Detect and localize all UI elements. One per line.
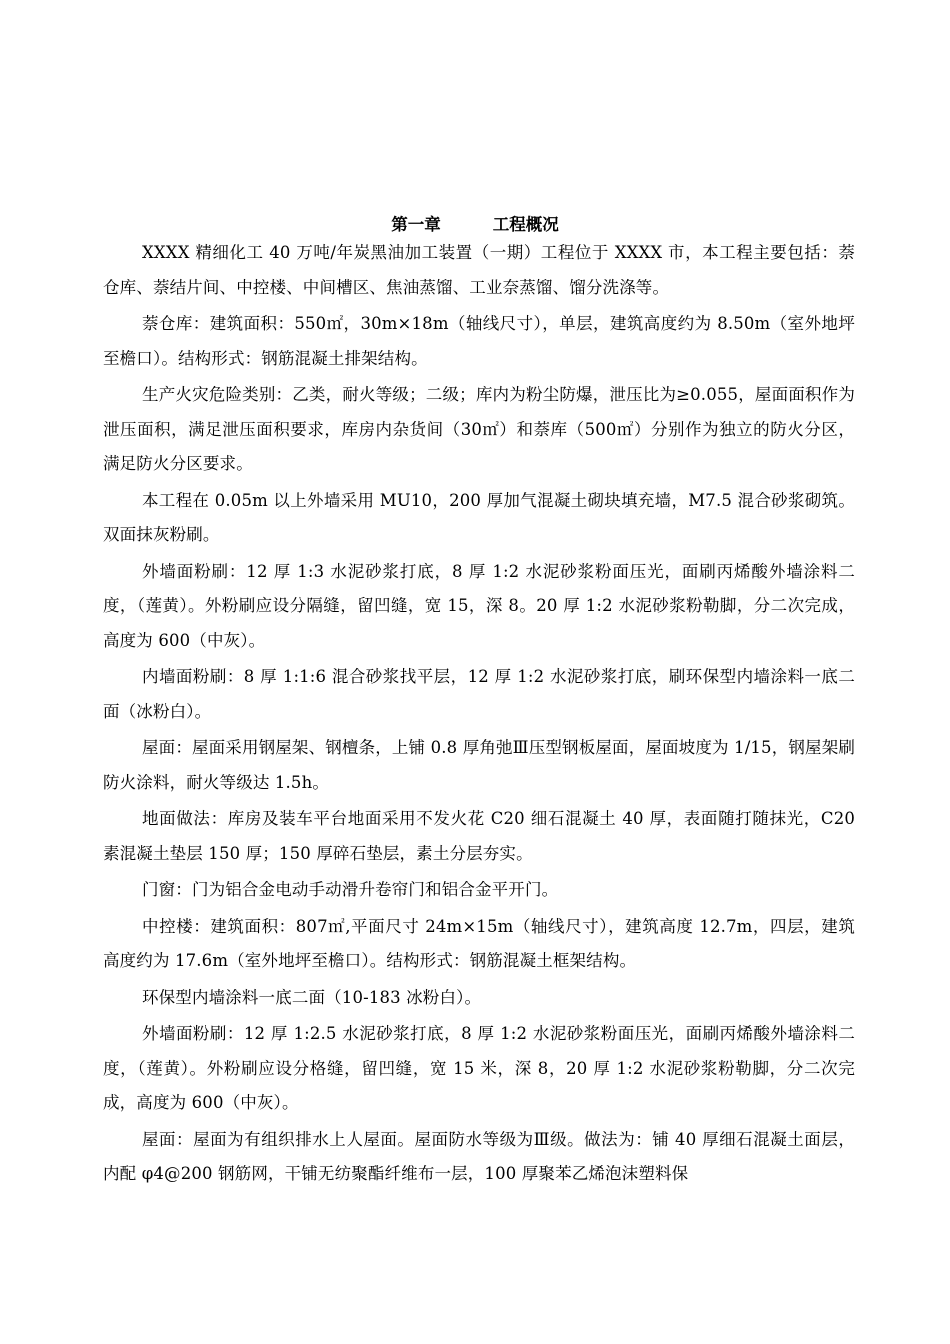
paragraph-fire-hazard: 生产火灾危险类别：乙类，耐火等级；二级；库内为粉尘防爆，泄压比为≥0.055，屋面面积作为泄压面积，满足泄压面积要求，库房内杂货间（30㎡）和萘库（500㎡）分别作为独立的防火分区，满足防火分区要求。 bbox=[103, 385, 855, 473]
paragraph-roof-2: 屋面：屋面为有组织排水上人屋面。屋面防水等级为Ⅲ级。做法为：铺 40 厚细石混凝土面层，内配 φ4@200 钢筋网，干铺无纺聚酯纤维布一层，100 厚聚苯乙烯泡沫塑料保 bbox=[103, 1129, 855, 1183]
paragraph-wall-construction: 本工程在 0.05m 以上外墙采用 MU10，200 厚加气混凝土砌块填充墙，M7.5 混合砂浆砌筑。双面抹灰粉刷。 bbox=[103, 490, 855, 544]
paragraph-warehouse: 萘仓库：建筑面积：550㎡，30m×18m（轴线尺寸），单层，建筑高度约为 8.50m（室外地坪至檐口）。结构形式：钢筋混凝土排架结构。 bbox=[103, 314, 855, 368]
chapter-title bbox=[0, 212, 950, 238]
paragraph-control-building: 中控楼：建筑面积：807㎡,平面尺寸 24m×15m（轴线尺寸），建筑高度 12.7m，四层，建筑高度约为 17.6m（室外地坪至檐口）。结构形式：钢筋混凝土框架结构。 bbox=[103, 916, 855, 970]
paragraph-doors-windows: 门窗：门为铝合金电动手动滑升卷帘门和铝合金平开门。 bbox=[142, 880, 559, 899]
chapter-heading: 工程概况 bbox=[492, 215, 559, 234]
chapter-number: 第一章 bbox=[391, 215, 441, 234]
paragraph-exterior-plaster: 外墙面粉刷：12 厚 1:3 水泥砂浆打底，8 厚 1:2 水泥砂浆粉面压光，面刷丙烯酸外墙涂料二度，（莲黄）。外粉刷应设分隔缝，留凹缝，宽 15，深 8。20 厚 1:2 水泥砂浆粉勒脚，分二次完成，高度为 600（中灰）。 bbox=[103, 561, 855, 650]
body-text bbox=[103, 236, 855, 1194]
paragraph-interior-coating: 环保型内墙涂料一底二面（10-183 冰粉白）。 bbox=[142, 987, 482, 1007]
paragraph-floor: 地面做法：库房及装车平台地面采用不发火花 C20 细石混凝土 40 厚，表面随打随抹光，C20 素混凝土垫层 150 厚；150 厚碎石垫层，素土分层夯实。 bbox=[103, 809, 855, 863]
paragraph-exterior-plaster-2: 外墙面粉刷：12 厚 1:2.5 水泥砂浆打底，8 厚 1:2 水泥砂浆粉面压光，面刷丙烯酸外墙涂料二度，（莲黄）。外粉刷应设分格缝，留凹缝，宽 15 米，深 8，20 厚 1:2 水泥砂浆粉勒脚，分二次完成，高度为 600（中灰）。 bbox=[103, 1024, 855, 1112]
paragraph-overview: XXXX 精细化工 40 万吨/年炭黑油加工装置（一期）工程位于 XXXX 市，本工程主要包括：萘仓库、萘结片间、中控楼、中间槽区、焦油蒸馏、工业奈蒸馏、馏分洗涤等。 bbox=[103, 243, 855, 297]
paragraph-interior-plaster: 内墙面粉刷：8 厚 1:1:6 混合砂浆找平层，12 厚 1:2 水泥砂浆打底，刷环保型内墙涂料一底二面（冰粉白）。 bbox=[103, 667, 855, 721]
paragraph-roof: 屋面：屋面采用钢屋架、钢檀条，上铺 0.8 厚角弛Ⅲ压型钢板屋面，屋面坡度为 1/15，钢屋架刷防火涂料，耐火等级达 1.5h。 bbox=[103, 738, 855, 792]
